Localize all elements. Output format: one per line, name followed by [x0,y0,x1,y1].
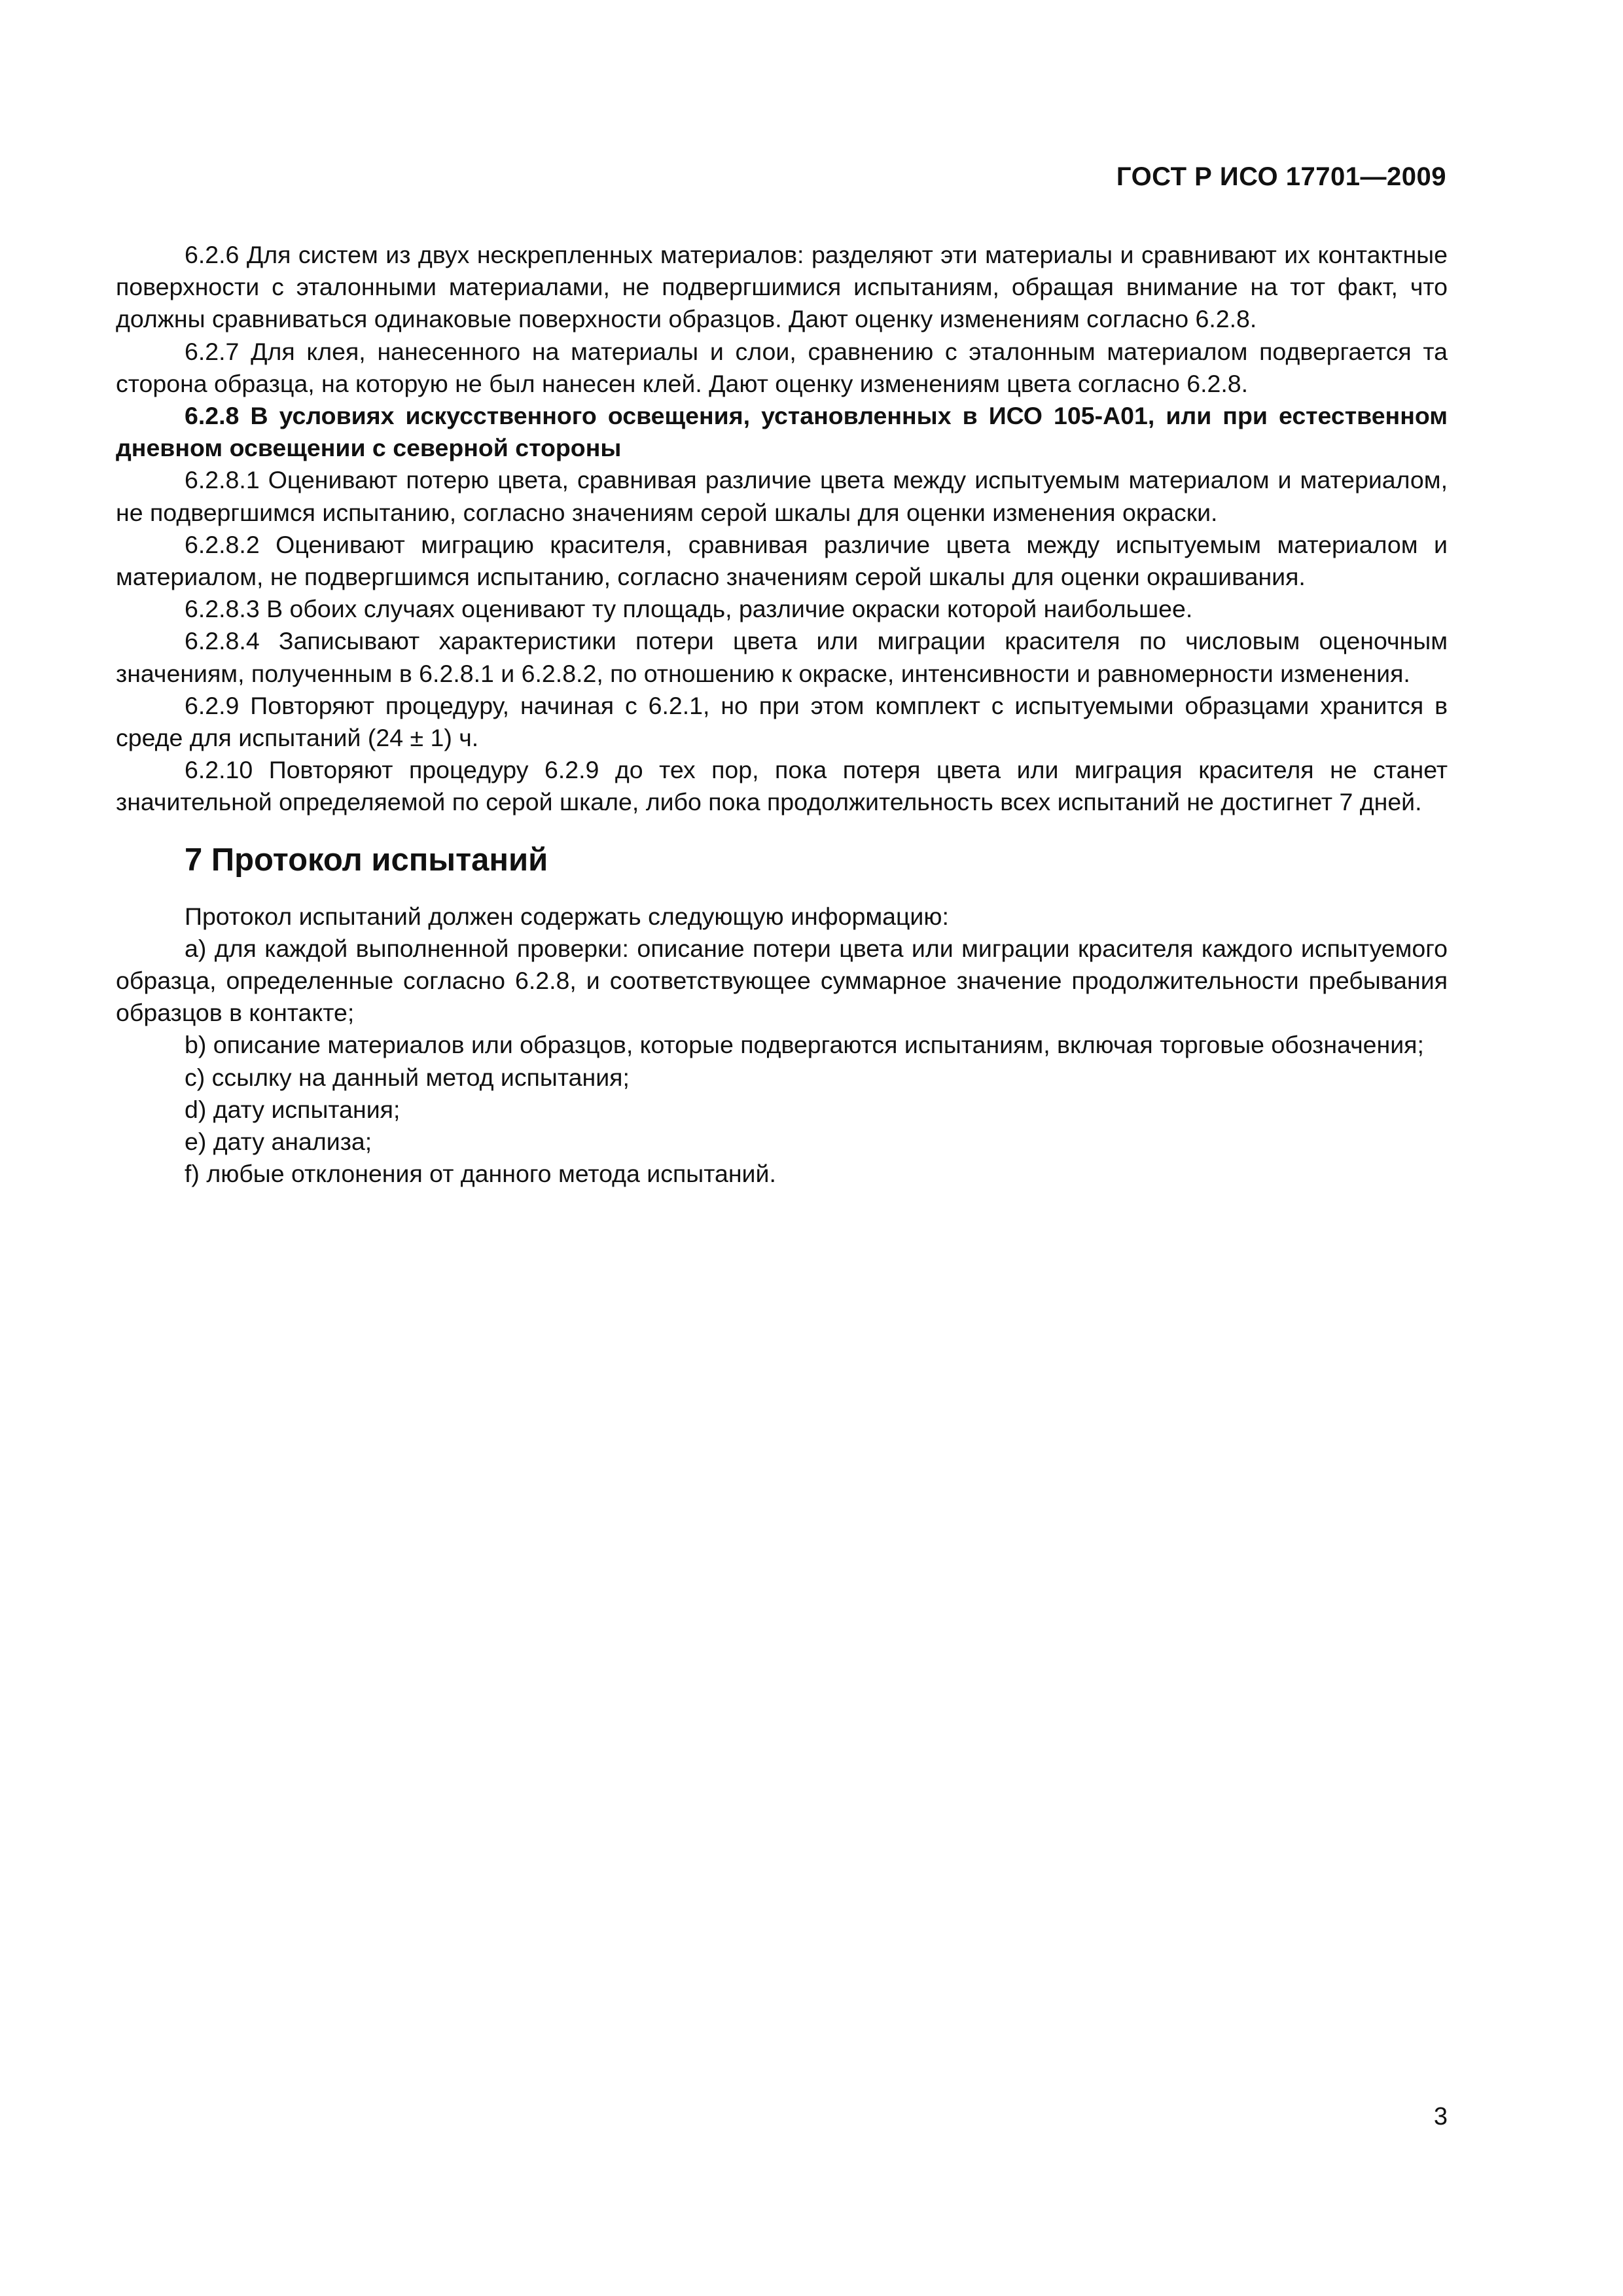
paragraph-6-2-8-1: 6.2.8.1 Оценивают потерю цвета, сравнивая различие цвета между испытуемым материалом и материалом, не подвергшимся испытанию, согласно значениям серой шкалы для оценки изменения окраски. [116,466,1448,526]
paragraph-6-2-10: 6.2.10 Повторяют процедуру 6.2.9 до тех пор, пока потеря цвета или миграция красителя не станет значительной определяемой по серой шкале, либо пока продолжительность всех испытаний не достигнет 7 дней. [116,756,1448,816]
list-item-a: a) для каждой выполненной проверки: описание потери цвета или миграции красителя каждого испытуемого образца, определенные согласно 6.2.8, и соответствующее суммарное значение продолжительности пребывания образцов в контакте; [116,934,1448,1027]
paragraph-6-2-8-2: 6.2.8.2 Оценивают миграцию красителя, сравнивая различие цвета между испытуемым материалом и материалом, не подвергшимся испытанию, согласно значениям серой шкалы для оценки окрашивания. [116,530,1448,591]
list-item-e: e) дату анализа; [185,1128,372,1156]
list-item-b: b) описание материалов или образцов, которые подвергаются испытаниям, включая торговые обозначения; [185,1031,1424,1059]
paragraph-6-2-8-4: 6.2.8.4 Записывают характеристики потери цвета или миграции красителя по числовым оценочным значениям, полученным в 6.2.8.1 и 6.2.8.2, по отношению к окраске, интенсивности и равномерности изменения. [116,627,1448,687]
document-code-header: ГОСТ Р ИСО 17701—2009 [1116,162,1446,191]
section-7-heading: 7 Протокол испытаний [185,842,548,878]
list-item-d: d) дату испытания; [185,1095,401,1123]
paragraph-6-2-8-3: 6.2.8.3 В обоих случаях оценивают ту площадь, различие окраски которой наибольшее. [185,595,1193,623]
document-body [116,239,1448,1190]
paragraph-6-2-6: 6.2.6 Для систем из двух нескрепленных материалов: разделяют эти материалы и сравнивают их контактные поверхности с эталонными материалами, не подвергшимися испытаниям, обращая внимание на тот факт, что должны сравниваться одинаковые поверхности образцов. Дают оценку изменениям согласно 6.2.8. [116,241,1448,333]
page-number: 3 [1433,2103,1448,2130]
paragraph-6-2-9: 6.2.9 Повторяют процедуру, начиная с 6.2.1, но при этом комплект с испытуемыми образцами хранится в среде для испытаний (24 ± 1) ч. [116,691,1448,752]
list-item-c: c) ссылку на данный метод испытания; [185,1063,630,1091]
list-item-f: f) любые отклонения от данного метода испытаний. [185,1160,776,1188]
section-7-intro: Протокол испытаний должен содержать следующую информацию: [185,902,949,930]
paragraph-6-2-7: 6.2.7 Для клея, нанесенного на материалы и слои, сравнению с эталонным материалом подвергается та сторона образца, на которую не был нанесен клей. Дают оценку изменениям цвета согласно 6.2.8. [116,337,1448,397]
paragraph-6-2-8: 6.2.8 В условиях искусственного освещения, установленных в ИСО 105-А01, или при естественном дневном освещении с северной стороны [116,402,1448,462]
